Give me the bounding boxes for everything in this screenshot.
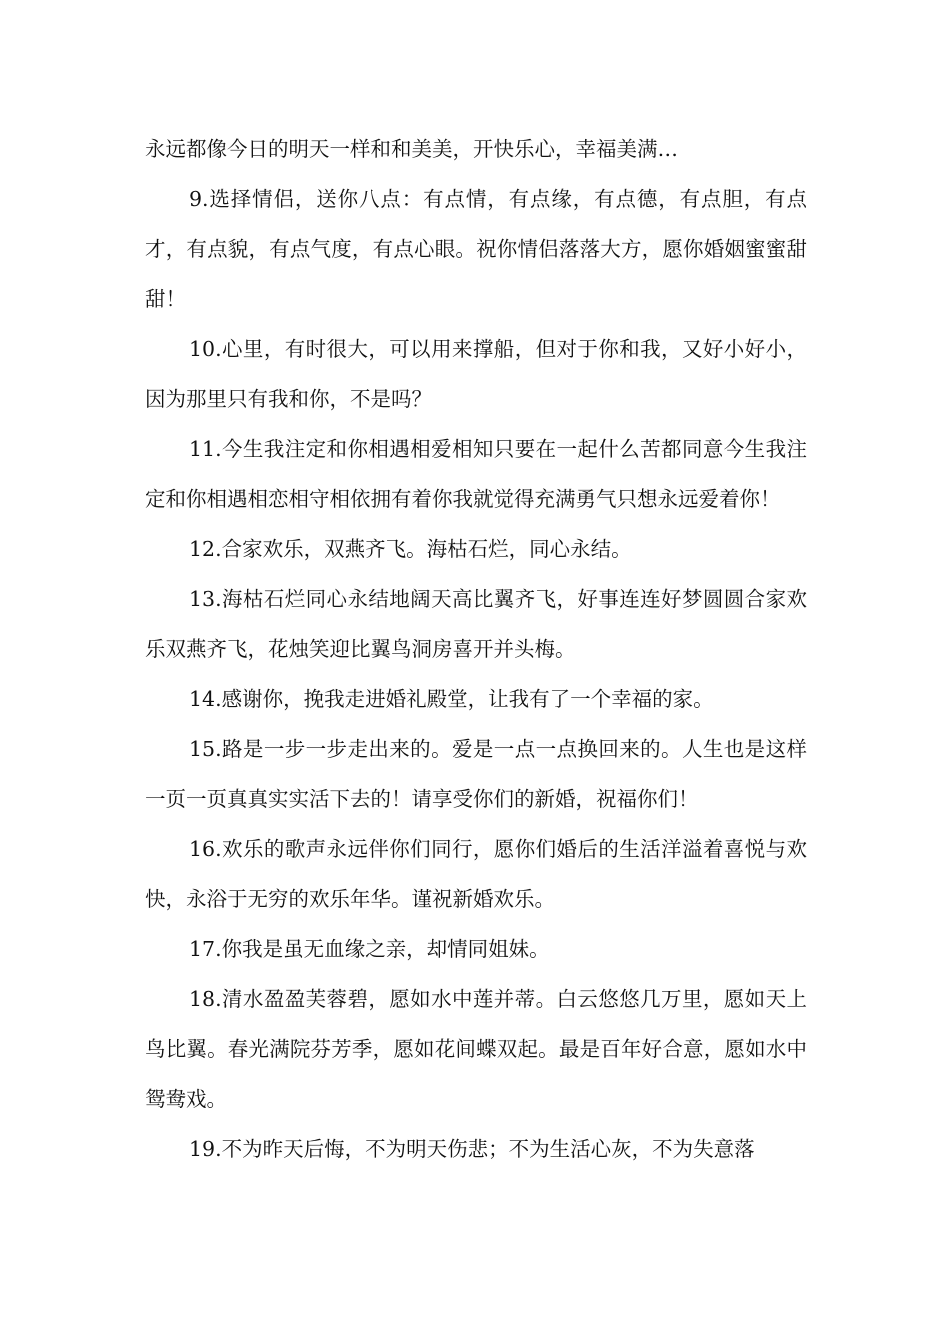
paragraph-item-19: 19.不为昨天后悔，不为明天伤悲；不为生活心灰，不为失意落	[189, 1137, 755, 1161]
paragraph-item-12: 12.合家欢乐，双燕齐飞。海枯石烂，同心永结。	[189, 537, 632, 561]
paragraph-item-11: 11.今生我注定和你相遇相爱相知只要在一起什么苦都同意今生我注定和你相遇相恋相守相依拥有着你我就觉得充满勇气只想永远爱着你！	[145, 437, 807, 511]
paragraph-item-16: 16.欢乐的歌声永远伴你们同行，愿你们婚后的生活洋溢着喜悦与欢快，永浴于无穷的欢乐年华。谨祝新婚欢乐。	[145, 837, 807, 911]
paragraph-item-17: 17.你我是虽无血缘之亲，却情同姐妹。	[189, 937, 550, 961]
document-page	[145, 124, 807, 1174]
paragraph-item-9: 9.选择情侣，送你八点：有点情，有点缘，有点德，有点胆，有点才，有点貌，有点气度，有点心眼。祝你情侣落落大方，愿你婚姻蜜蜜甜甜！	[145, 187, 807, 311]
paragraph-item-18: 18.清水盈盈芙蓉碧，愿如水中莲并蒂。白云悠悠几万里，愿如天上鸟比翼。春光满院芬芳季，愿如花间蝶双起。最是百年好合意，愿如水中鸳鸯戏。	[145, 987, 807, 1111]
paragraph-item-14: 14.感谢你，挽我走进婚礼殿堂，让我有了一个幸福的家。	[189, 687, 714, 711]
paragraph-item-15: 15.路是一步一步走出来的。爱是一点一点换回来的。人生也是这样一页一页真真实实活下去的！请享受你们的新婚，祝福你们！	[145, 737, 807, 811]
paragraph-continuation: 永远都像今日的明天一样和和美美，开快乐心，幸福美满…	[145, 137, 678, 161]
paragraph-item-13: 13.海枯石烂同心永结地阔天高比翼齐飞，好事连连好梦圆圆合家欢乐双燕齐飞，花烛笑迎比翼鸟洞房喜开并头梅。	[145, 587, 807, 661]
paragraph-item-10: 10.心里，有时很大，可以用来撑船，但对于你和我，又好小好小，因为那里只有我和你，不是吗？	[145, 337, 807, 411]
